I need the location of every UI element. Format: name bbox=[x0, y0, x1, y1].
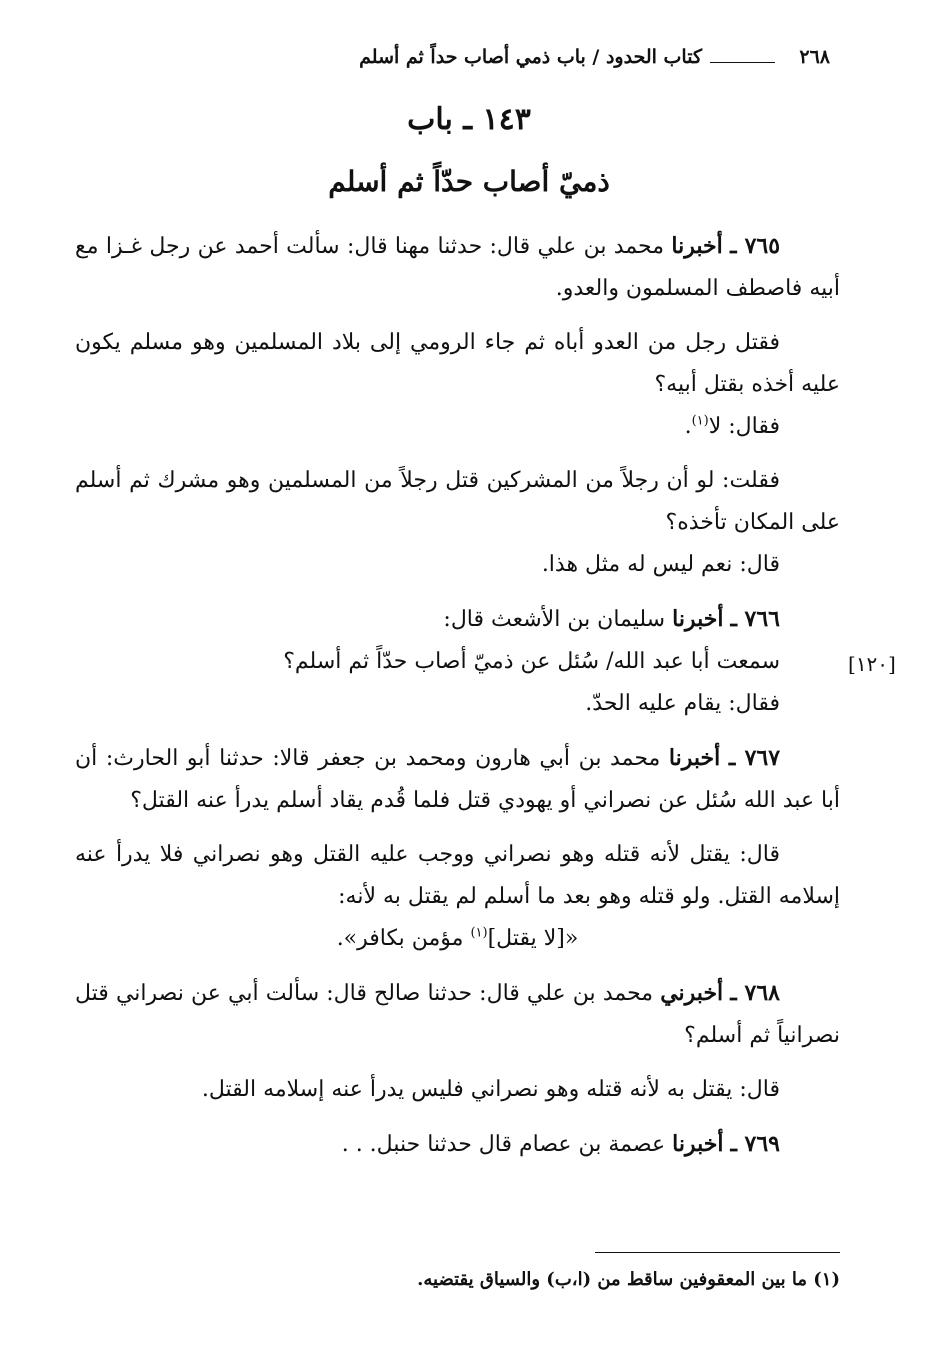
entry-keyword: أخبرنا bbox=[672, 1131, 724, 1157]
entry-text: محمد بن علي قال: حدثنا صالح قال: سألت أبي عن نصراني قتل نصرانياً ثم أسلم؟ bbox=[75, 981, 840, 1048]
entry-keyword: أخبرني bbox=[660, 980, 724, 1006]
footnote: (١) ما بين المعقوفين ساقط من (ا،ب) والسياق يقتضيه. bbox=[417, 1269, 840, 1290]
entry-text: سليمان بن الأشعث قال: bbox=[443, 607, 673, 632]
entry-767 bbox=[75, 737, 840, 822]
entry-keyword: أخبرنا bbox=[671, 233, 723, 259]
entry-text: محمد بن علي قال: حدثنا مهنا قال: سألت أحمد عن رجل غـزا مع أبيه فاصطف المسلمون والعدو. bbox=[75, 234, 840, 301]
entry-765-question: فقتل رجل من العدو أباه ثم جاء الرومي إلى بلاد المسلمين وهو مسلم يكون عليه أخذه بقتل أبيه؟ bbox=[75, 330, 840, 397]
footnote-marker: (١) bbox=[470, 925, 488, 941]
running-header bbox=[60, 40, 830, 90]
entry-768 bbox=[75, 972, 840, 1057]
entry-number: ٧٦٦ ـ bbox=[730, 606, 780, 632]
entry-number: ٧٦٩ ـ bbox=[730, 1131, 780, 1157]
header-rule bbox=[710, 62, 775, 63]
entry-number: ٧٦٨ ـ bbox=[730, 980, 780, 1006]
entry-766-answer: فقال: يقام عليه الحدّ. bbox=[585, 691, 780, 716]
margin-reference: [١٢٠] bbox=[848, 652, 896, 676]
entry-number: ٧٦٥ ـ bbox=[730, 233, 781, 259]
entry-keyword: أخبرنا bbox=[668, 745, 721, 771]
entry-765-question-2: فقلت: لو أن رجلاً من المشركين قتل رجلاً من المسلمين وهو مشرك ثم أسلم على المكان تأخذه؟ bbox=[75, 468, 840, 535]
entry-766 bbox=[75, 598, 840, 641]
entry-769 bbox=[75, 1123, 840, 1166]
quote-end: مؤمن بكافر». bbox=[336, 926, 471, 951]
chapter-subtitle: ذميّ أصاب حدّاً ثم أسلم bbox=[328, 165, 610, 198]
main-text bbox=[75, 225, 840, 1178]
entry-keyword: أخبرنا bbox=[672, 606, 724, 632]
footnote-rule bbox=[595, 1252, 840, 1253]
answer-end: . bbox=[684, 414, 692, 439]
quote-text: «[لا يقتل] bbox=[487, 926, 579, 951]
running-title: كتاب الحدود / باب ذمي أصاب حداً ثم أسلم bbox=[359, 46, 702, 68]
chapter-title: ١٤٣ ـ باب bbox=[407, 102, 531, 137]
entry-text: محمد بن أبي هارون ومحمد بن جعفر قالا: حدثنا أبو الحارث: أن أبا عبد الله سُئل عن نصراني أو يهودي قتل فلما قُدم يقاد أسلم يدرأ عنه القتل؟ bbox=[75, 746, 840, 813]
entry-765-answer bbox=[75, 406, 840, 448]
entry-765 bbox=[75, 225, 840, 310]
entry-767-quote bbox=[75, 918, 840, 960]
entry-768-answer: قال: يقتل به لأنه قتله وهو نصراني فليس يدرأ عنه إسلامه القتل. bbox=[201, 1077, 780, 1102]
entry-767-answer: قال: يقتل لأنه قتله وهو نصراني ووجب عليه القتل وهو نصراني فلا يدرأ عنه إسلامه القتل. ولو قتله وهو بعد ما أسلم لم يقتل به لأنه: bbox=[75, 842, 840, 909]
entry-text: عصمة بن عصام قال حدثنا حنبل. . . bbox=[341, 1132, 673, 1157]
page-number: ٢٦٨ bbox=[799, 46, 830, 68]
answer-text: فقال: لا bbox=[708, 414, 780, 439]
entry-number: ٧٦٧ ـ bbox=[728, 745, 781, 771]
footnote-marker: (١) bbox=[691, 413, 709, 429]
entry-766-question: سمعت أبا عبد الله/ سُئل عن ذميّ أصاب حدّاً ثم أسلم؟ bbox=[283, 649, 780, 674]
entry-765-answer-2: قال: نعم ليس له مثل هذا. bbox=[541, 552, 780, 577]
